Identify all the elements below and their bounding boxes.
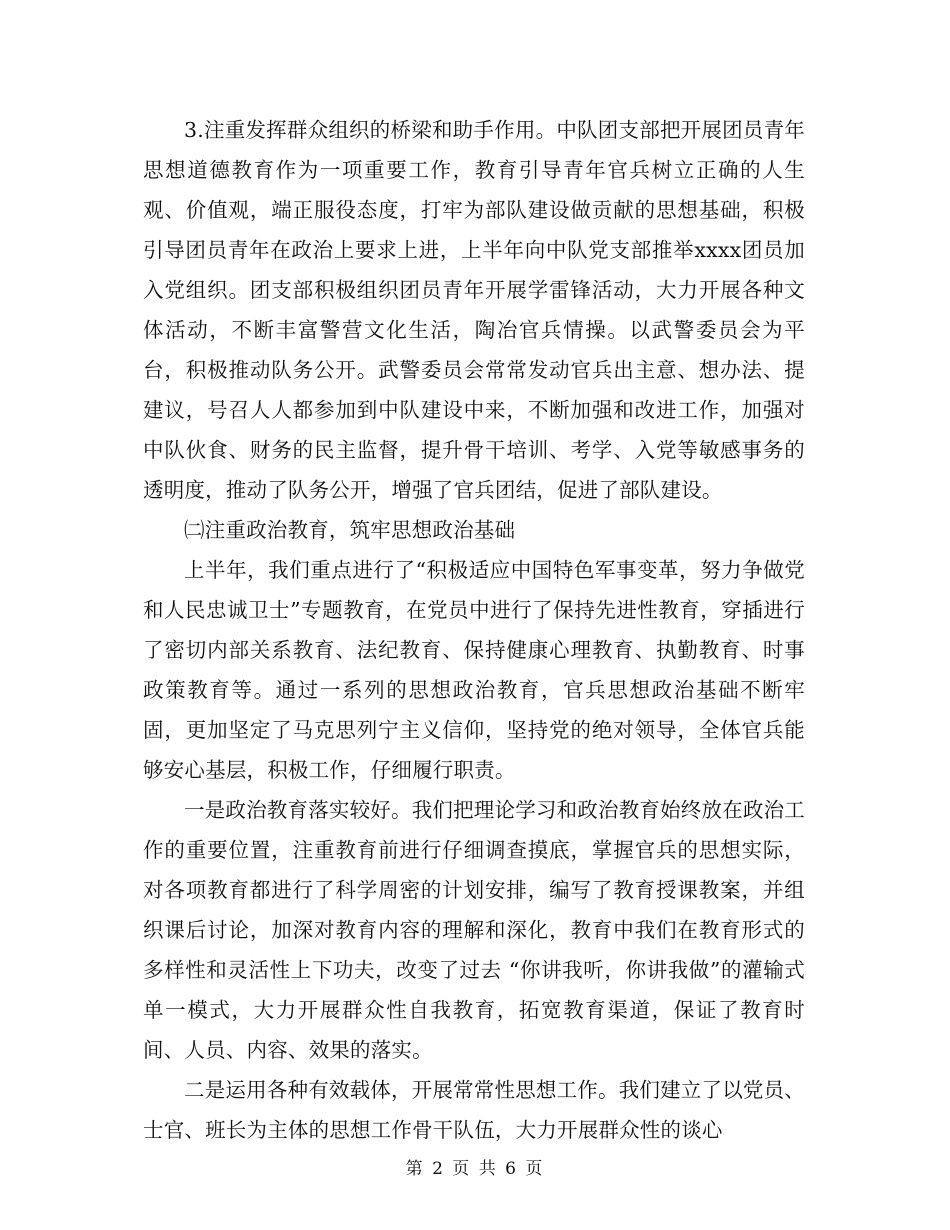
paragraph-1: 3.注重发挥群众组织的桥梁和助手作用。中队团支部把开展团员青年思想道德教育作为一项重要工作，教育引导青年官兵树立正确的人生观、价值观，端正服役态度，打牢为部队建设做贡献的思想基础，积极引导团员青年在政治上要求上进，上半年向中队党支部推举xxxx团员加入党组织。团支部积极组织团员青年开展学雷锋活动，大力开展各种文体活动，不断丰富警营文化生活，陶冶官兵情操。以武警委员会为平台，积极推动队务公开。武警委员会常常发动官兵出主意、想办法、提建议，号召人人都参加到中队建设中来，不断加强和改进工作，加强对中队伙食、财务的民主监督，提升骨干培训、考学、入党等敏感事务的透明度，推动了队务公开，增强了官兵团结，促进了部队建设。 bbox=[143, 118, 805, 502]
paragraph-4: 二是运用各种有效载体，开展常常性思想工作。我们建立了以党员、士官、班长为主体的思想工作骨干队伍，大力开展群众性的谈心 bbox=[143, 1078, 805, 1142]
document-body bbox=[143, 110, 805, 1150]
paragraph-2: 上半年，我们重点进行了“积极适应中国特色军事变革，努力争做党和人民忠诚卫士”专题教育，在党员中进行了保持先进性教育，穿插进行了密切内部关系教育、法纪教育、保持健康心理教育、执勤教育、时事政策教育等。通过一系列的思想政治教育，官兵思想政治基础不断牢固，更加坚定了马克思列宁主义信仰，坚持党的绝对领导，全体官兵能够安心基层，积极工作，仔细履行职责。 bbox=[143, 558, 805, 782]
page-number-footer: 第 2 页 共 6 页 bbox=[405, 1159, 545, 1179]
paragraph-3: 一是政治教育落实较好。我们把理论学习和政治教育始终放在政治工作的重要位置，注重教育前进行仔细调查摸底，掌握官兵的思想实际，对各项教育都进行了科学周密的计划安排，编写了教育授课教案，并组织课后讨论，加深对教育内容的理解和深化，教育中我们在教育形式的多样性和灵活性上下功夫，改变了过去 “你讲我听，你讲我做”的灌输式单一模式，大力开展群众性自我教育，拓宽教育渠道，保证了教育时间、人员、内容、效果的落实。 bbox=[143, 798, 805, 1062]
section-heading: ㈡注重政治教育，筑牢思想政治基础 bbox=[184, 518, 516, 542]
